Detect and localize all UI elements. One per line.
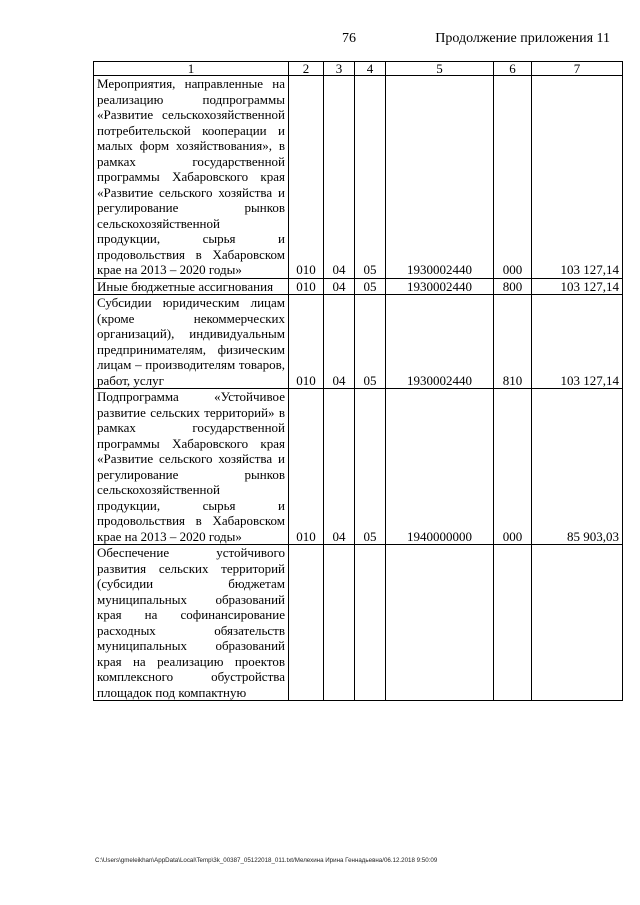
section-code-cell: 04 (324, 278, 355, 295)
description-line: 2020 годы» (179, 528, 242, 544)
admin-code-cell (289, 545, 324, 701)
column-header-1: 1 (94, 62, 289, 76)
description-line: «Развитие сельского хозяйства (97, 184, 273, 200)
description-line: на реализацию подпрограммы (97, 76, 285, 107)
description-line: организаций), (97, 326, 175, 341)
column-header-5: 5 (386, 62, 494, 76)
amount-cell: 103 127,14 (532, 278, 623, 295)
admin-code-cell: 010 (289, 389, 324, 545)
target-article-code-cell: 1940000000 (386, 389, 494, 545)
admin-code-cell: 010 (289, 278, 324, 295)
description-line: продовольствия в (97, 246, 202, 262)
expense-type-code-cell: 000 (494, 76, 532, 279)
description-line: регулирование рынков (97, 466, 285, 482)
section-code-cell (324, 545, 355, 701)
description-line: сельскохозяйственной (97, 482, 220, 497)
description-line: края на софинансирование (97, 607, 285, 622)
description-line: Хабаровском крае на 2013 – (97, 513, 286, 544)
subsection-code-cell: 05 (355, 389, 386, 545)
subsection-code-cell: 05 (355, 76, 386, 279)
description-line: (субсидии бюджетам (97, 576, 285, 591)
column-header-6: 6 (494, 62, 532, 76)
description-line: производителям товаров, (145, 357, 285, 372)
section-code-cell: 04 (324, 76, 355, 279)
row-description (94, 76, 289, 279)
column-header-3: 3 (324, 62, 355, 76)
description-line: Мероприятия, направленные (97, 76, 264, 91)
file-path-footer: C:\Users\gmeleikhan\AppData\Local\Temp\3k_00387_05122018_011.txt/Мелехина Ирина Геннадьевна/06.12.2018 9:50:09 (95, 857, 438, 864)
page-number: 76 (342, 31, 356, 46)
amount-cell (532, 545, 623, 701)
description-line: площадок под компактную (97, 684, 247, 700)
subsection-code-cell (355, 545, 386, 701)
description-line: продовольствия в (97, 513, 202, 528)
column-header-2: 2 (289, 62, 324, 76)
section-code-cell: 04 (324, 295, 355, 389)
description-line: малых форм хозяйствования», (97, 138, 272, 153)
description-line: сельскохозяйственной (97, 215, 220, 231)
row-description (94, 295, 289, 389)
description-line: Хабаровском крае на 2013 – (97, 246, 286, 277)
description-line: индивидуальным (189, 326, 285, 341)
table-row (94, 295, 623, 389)
description-line: в рамках государственной (97, 138, 286, 169)
description-line: продукции, сырья и (97, 497, 285, 513)
description-line: работ, услуг (97, 372, 165, 388)
column-header-4: 4 (355, 62, 386, 76)
description-line: физическим лицам – (97, 341, 285, 372)
amount-cell: 85 903,03 (532, 389, 623, 545)
row-description (94, 278, 289, 295)
description-line: предпринимателям, (97, 341, 206, 357)
expense-type-code-cell (494, 545, 532, 701)
description-line: Обеспечение устойчивого (97, 545, 285, 560)
row-description (94, 389, 289, 545)
description-line: муниципальных образований (97, 591, 285, 607)
description-line: «Развитие (97, 107, 154, 122)
continuation-label: Продолжение приложения 11 (435, 31, 610, 46)
column-header-7: 7 (532, 62, 623, 76)
description-line: Субсидии юридическим лицам (97, 295, 285, 310)
description-line: программы Хабаровского края (97, 169, 285, 184)
description-line: территорий» в рамках (97, 404, 285, 435)
description-line: Хабаровского края «Развитие (97, 435, 286, 466)
description-line: ассигнования (198, 278, 274, 294)
target-article-code-cell: 1930002440 (386, 76, 494, 279)
description-line: государственной программы (97, 420, 285, 451)
description-line: Иные бюджетные (97, 278, 196, 294)
expense-type-code-cell: 810 (494, 295, 532, 389)
target-article-code-cell (386, 545, 494, 701)
table-row (94, 76, 623, 279)
table-row (94, 545, 623, 701)
admin-code-cell: 010 (289, 295, 324, 389)
description-line: развитие сельских (97, 404, 200, 420)
description-line: края на реализацию проектов (97, 653, 285, 669)
description-line: Подпрограмма «Устойчивое (97, 389, 285, 404)
subsection-code-cell: 05 (355, 295, 386, 389)
target-article-code-cell: 1930002440 (386, 278, 494, 295)
admin-code-cell: 010 (289, 76, 324, 279)
description-line: сельскохозяйственной (162, 107, 285, 122)
row-description (94, 545, 289, 701)
column-header-row (94, 62, 623, 76)
description-line: 2020 годы» (179, 262, 242, 277)
budget-table (93, 61, 623, 701)
table-row (94, 389, 623, 545)
description-line: расходных обязательств (97, 622, 285, 638)
section-code-cell: 04 (324, 389, 355, 545)
expense-type-code-cell: 800 (494, 278, 532, 295)
description-line: потребительской кооперации и (97, 122, 285, 138)
description-line: комплексного обустройства (97, 669, 285, 684)
description-line: сельского хозяйства и (159, 451, 285, 466)
description-line: муниципальных образований (97, 638, 285, 653)
expense-type-code-cell: 000 (494, 389, 532, 545)
table-row (94, 278, 623, 295)
target-article-code-cell: 1930002440 (386, 295, 494, 389)
description-line: (кроме некоммерческих (97, 310, 285, 326)
amount-cell: 103 127,14 (532, 76, 623, 279)
description-line: и регулирование рынков (97, 184, 285, 215)
description-line: развития сельских территорий (97, 560, 285, 576)
description-line: продукции, сырья и (97, 231, 285, 246)
subsection-code-cell: 05 (355, 278, 386, 295)
amount-cell: 103 127,14 (532, 295, 623, 389)
